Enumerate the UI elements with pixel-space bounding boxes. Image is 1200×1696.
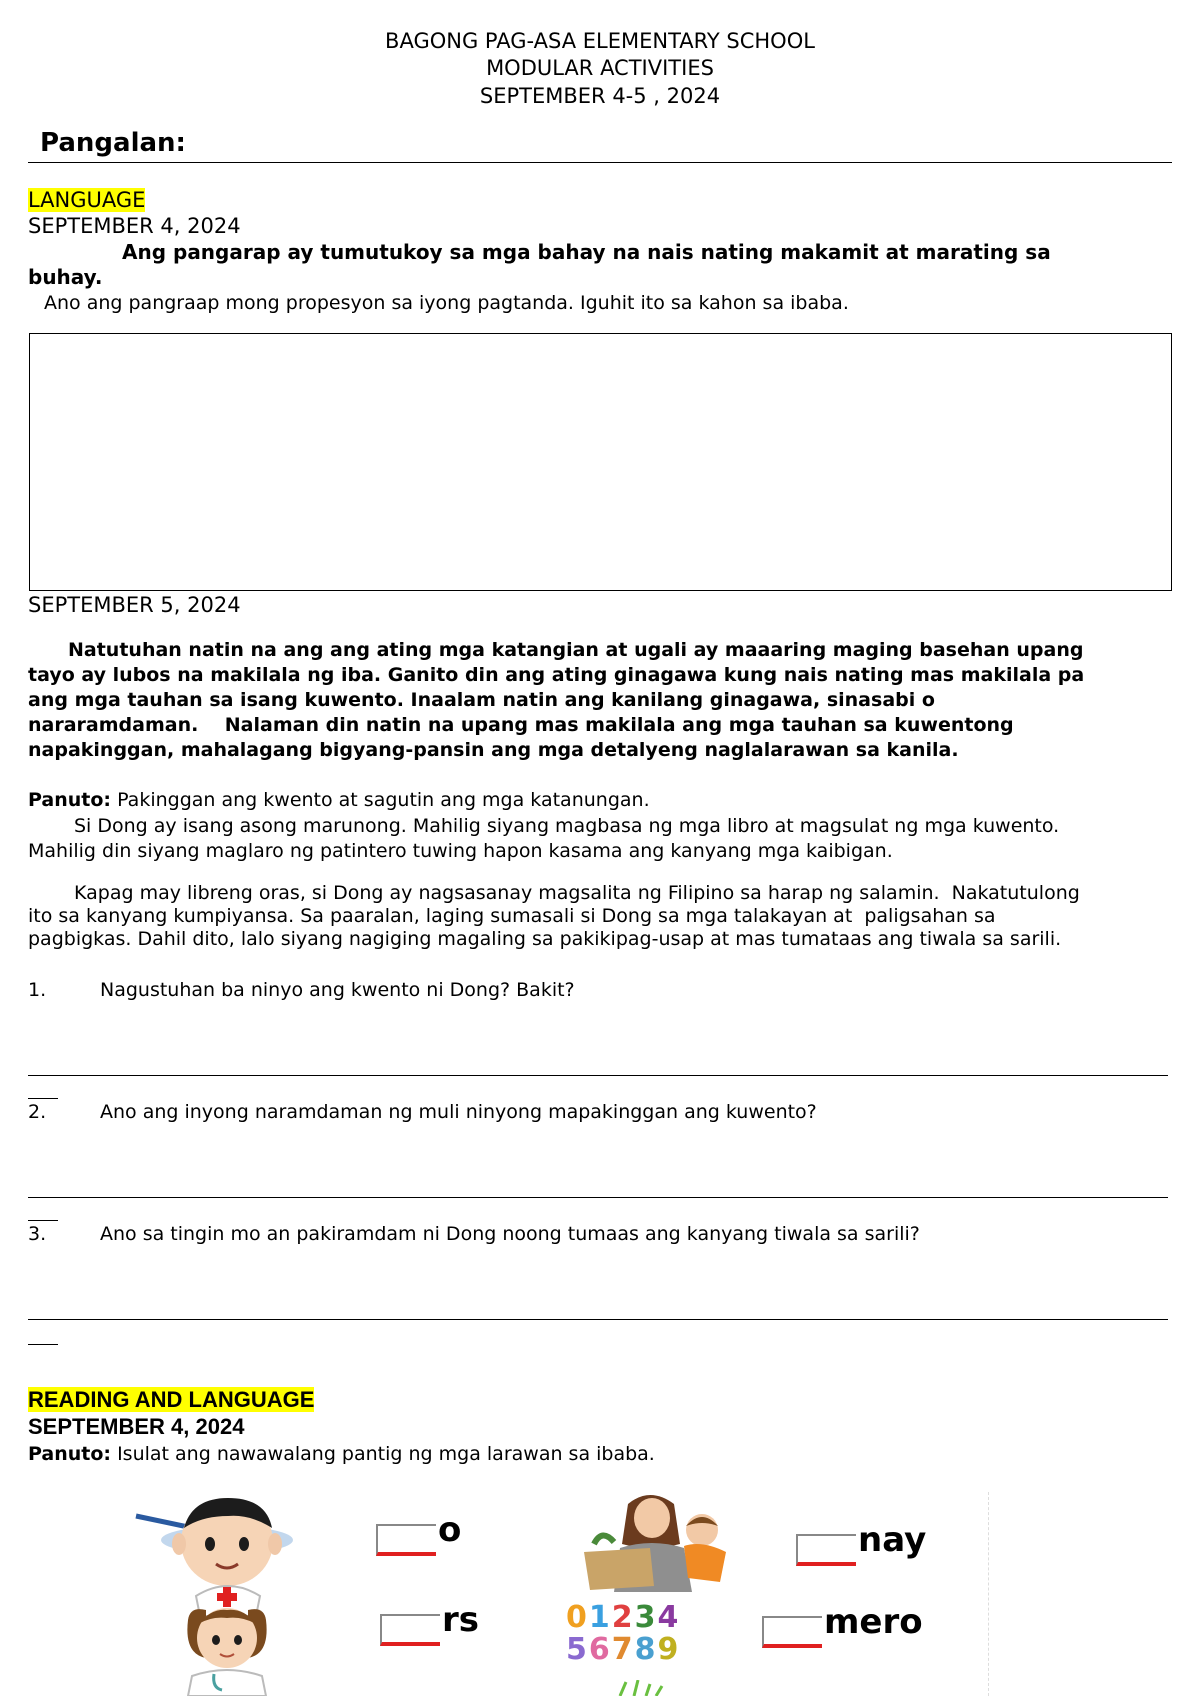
story-line: pagbigkas. Dahil dito, lalo siyang nagiging magaling sa pakikipag-usap at mas tumataas ang tiwala sa sarili. [28, 928, 1062, 950]
day2-intro-line: Natutuhan natin na ang ang ating mga katangian at ugali ay maaaring maging basehan upang [68, 639, 1084, 661]
digit: 2 [611, 1600, 635, 1635]
question-number: 1. [28, 979, 47, 1001]
panuto-label: Panuto: [28, 1443, 112, 1465]
story-line: Si Dong ay isang asong marunong. Mahilig siyang magbasa ng mga libro at magsulat ng mga kuwento. [74, 815, 1060, 837]
answer-line-end [28, 1220, 58, 1221]
question-text: Ano ang inyong naramdaman ng muli ninyong mapakinggan ang kuwento? [100, 1101, 817, 1123]
language-day1-date: SEPTEMBER 4, 2024 [28, 214, 241, 238]
language-day2-date: SEPTEMBER 5, 2024 [28, 593, 241, 617]
panuto-label: Panuto: [28, 789, 112, 811]
reading-heading: READING AND LANGUAGE [28, 1387, 315, 1412]
missing-syllable-blank[interactable] [796, 1534, 856, 1566]
digit: 5 [566, 1632, 589, 1667]
digit: 7 [611, 1632, 635, 1667]
answer-line[interactable] [28, 1197, 1168, 1198]
digit: 6 [588, 1632, 612, 1667]
language-heading: LANGUAGE [28, 188, 146, 212]
question-text: Ano sa tingin mo an pakiramdam ni Dong noong tumaas ang kanyang tiwala sa sarili? [100, 1223, 920, 1245]
syllable-suffix: o [438, 1510, 462, 1550]
doctor-picture [132, 1492, 312, 1592]
numbers-row [566, 1602, 680, 1634]
drawing-box[interactable] [29, 333, 1172, 591]
name-line[interactable] [28, 162, 1172, 163]
missing-syllable-blank[interactable] [762, 1616, 822, 1648]
digit: 4 [657, 1600, 681, 1635]
story-line: Kapag may libreng oras, si Dong ay nagsasanay magsalita ng Filipino sa harap ng salamin. Nakatutulong [74, 882, 1080, 904]
missing-syllable-blank[interactable] [380, 1614, 440, 1646]
answer-line[interactable] [28, 1075, 1168, 1076]
mother-child-picture [580, 1492, 750, 1592]
syllable-suffix: mero [824, 1602, 923, 1642]
question-number: 3. [28, 1223, 47, 1245]
day2-intro-line: tayo ay lubos na makilala ng iba. Ganito din ang ating ginagawa kung nais nating mas makilala pa [28, 664, 1085, 686]
language-intro-line2: buhay. [28, 265, 103, 289]
numbers-row [566, 1634, 680, 1666]
question-text: Nagustuhan ba ninyo ang kwento ni Dong? Bakit? [100, 979, 575, 1001]
missing-syllable-blank[interactable] [376, 1524, 436, 1556]
story-line: ito sa kanyang kumpiyansa. Sa paaralan, laging sumasali si Dong sa mga talakayan at paligsahan sa [28, 905, 996, 927]
document-subtitle: MODULAR ACTIVITIES [486, 56, 714, 80]
answer-line-end [28, 1098, 58, 1099]
digit: 9 [657, 1632, 681, 1667]
digit: 1 [588, 1600, 612, 1635]
reading-panuto [28, 1442, 655, 1467]
date-range: SEPTEMBER 4-5 , 2024 [479, 84, 721, 108]
numbers-picture [566, 1602, 680, 1666]
answer-line-end [28, 1344, 58, 1345]
answer-line[interactable] [28, 1319, 1168, 1320]
digit: 8 [634, 1632, 658, 1667]
digit: 0 [566, 1600, 589, 1635]
digit: 3 [634, 1600, 658, 1635]
language-panuto [28, 788, 650, 813]
nurse-picture [162, 1580, 292, 1696]
story-line: Mahilig din siyang maglaro ng patintero tuwing hapon kasama ang kanyang mga kaibigan. [28, 840, 893, 862]
reading-date: SEPTEMBER 4, 2024 [28, 1414, 245, 1439]
language-intro-line1: Ang pangarap ay tumutukoy sa mga bahay na nais nating makamit at marating sa [122, 240, 1051, 264]
panuto-text: Isulat ang nawawalang pantig ng mga larawan sa ibaba. [117, 1443, 655, 1465]
question-number: 2. [28, 1101, 47, 1123]
school-name: BAGONG PAG-ASA ELEMENTARY SCHOOL [385, 29, 815, 53]
day2-intro-line: napakinggan, mahalagang bigyang-pansin ang mga detalyeng naglalarawan sa kanila. [28, 739, 959, 761]
day2-intro-line: ang mga tauhan sa isang kuwento. Inaalam natin ang kanilang ginagawa, sinasabi o [28, 689, 935, 711]
day2-intro-line: nararamdaman. Nalaman din natin na upang mas makilala ang mga tauhan sa kuwentong [28, 714, 1014, 736]
panuto-text: Pakinggan ang kwento at sagutin ang mga katanungan. [117, 789, 650, 811]
plant-picture [610, 1680, 670, 1696]
syllable-suffix: nay [858, 1520, 927, 1560]
picture-panel [132, 1492, 989, 1696]
language-drawing-instruction: Ano ang pangraap mong propesyon sa iyong pagtanda. Iguhit ito sa kahon sa ibaba. [44, 292, 849, 314]
name-label: Pangalan: [40, 128, 186, 158]
syllable-suffix: rs [442, 1600, 480, 1640]
